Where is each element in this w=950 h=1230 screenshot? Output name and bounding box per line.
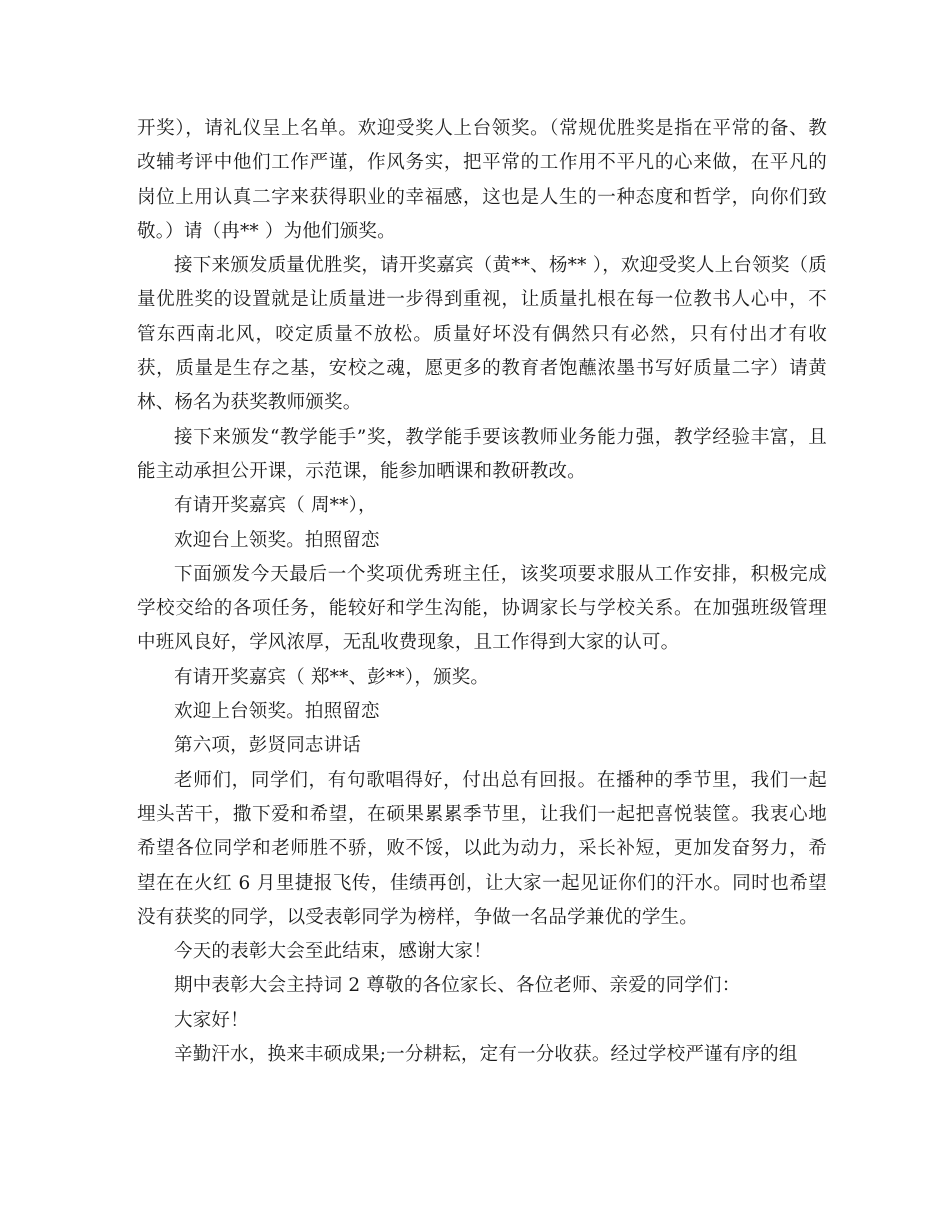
- paragraph-9: 第六项，彭贤同志讲话: [174, 735, 362, 757]
- paragraph-5: 欢迎台上领奖。拍照留恋: [174, 529, 380, 551]
- paragraph-7: 有请开奖嘉宾（ 郑**、彭**），颁奖。: [174, 666, 490, 688]
- paragraph-10: 老师们，同学们，有句歌唱得好，付出总有回报。在播种的季节里，我们一起埋头苦干，撒下爱和希望，在硕果累累季节里，让我们一起把喜悦装筐。我衷心地希望各位同学和老师胜不骄，败不馁，以此为动力，采长补短，更加发奋努力，希望在在火红 6 月里捷报飞传，佳绩再创，让大家一起见证你们的汗水。同时也希望没有获奖的同学，以受表彰同学为榜样，争做一名品学兼优的学生。: [137, 769, 827, 928]
- paragraph-1: 开奖），请礼仪呈上名单。欢迎受奖人上台领奖。（常规优胜奖是指在平常的备、教改辅考评中他们工作严谨，作风务实，把平常的工作用不平凡的心来做，在平凡的岗位上用认真二字来获得职业的幸福感，这也是人生的一种态度和哲学，向你们致敬。）请（冉** ）为他们颁奖。: [137, 118, 827, 242]
- paragraph-12: 期中表彰大会主持词 2 尊敬的各位家长、各位老师、亲爱的同学们：: [174, 975, 741, 997]
- paragraph-2: 接下来颁发质量优胜奖，请开奖嘉宾（黄**、杨** ），欢迎受奖人上台领奖（质量优胜奖的设置就是让质量进一步得到重视，让质量扎根在每一位教书人心中，不管东西南北风，咬定质量不放松。质量好坏没有偶然只有必然，只有付出才有收获，质量是生存之基，安校之魂，愿更多的教育者饱蘸浓墨书写好质量二字）请黄林、杨名为获奖教师颁奖。: [137, 255, 827, 414]
- document-page: [137, 112, 827, 1072]
- paragraph-6: 下面颁发今天最后一个奖项优秀班主任，该奖项要求服从工作安排，积极完成学校交给的各项任务，能较好和学生沟能，协调家长与学校关系。在加强班级管理中班风良好，学风浓厚，无乱收费现象，且工作得到大家的认可。: [137, 563, 827, 654]
- paragraph-3: 接下来颁发“教学能手”奖，教学能手要该教师业务能力强，教学经验丰富，且能主动承担公开课，示范课，能参加晒课和教研教改。: [137, 426, 827, 482]
- paragraph-14: 辛勤汗水，换来丰硕成果;一分耕耘，定有一分收获。经过学校严谨有序的组: [174, 1044, 798, 1066]
- paragraph-13: 大家好！: [174, 1009, 249, 1031]
- paragraph-4: 有请开奖嘉宾（ 周**），: [174, 495, 377, 517]
- paragraph-11: 今天的表彰大会至此结束，感谢大家！: [174, 941, 492, 963]
- paragraph-8: 欢迎上台领奖。拍照留恋: [174, 701, 380, 723]
